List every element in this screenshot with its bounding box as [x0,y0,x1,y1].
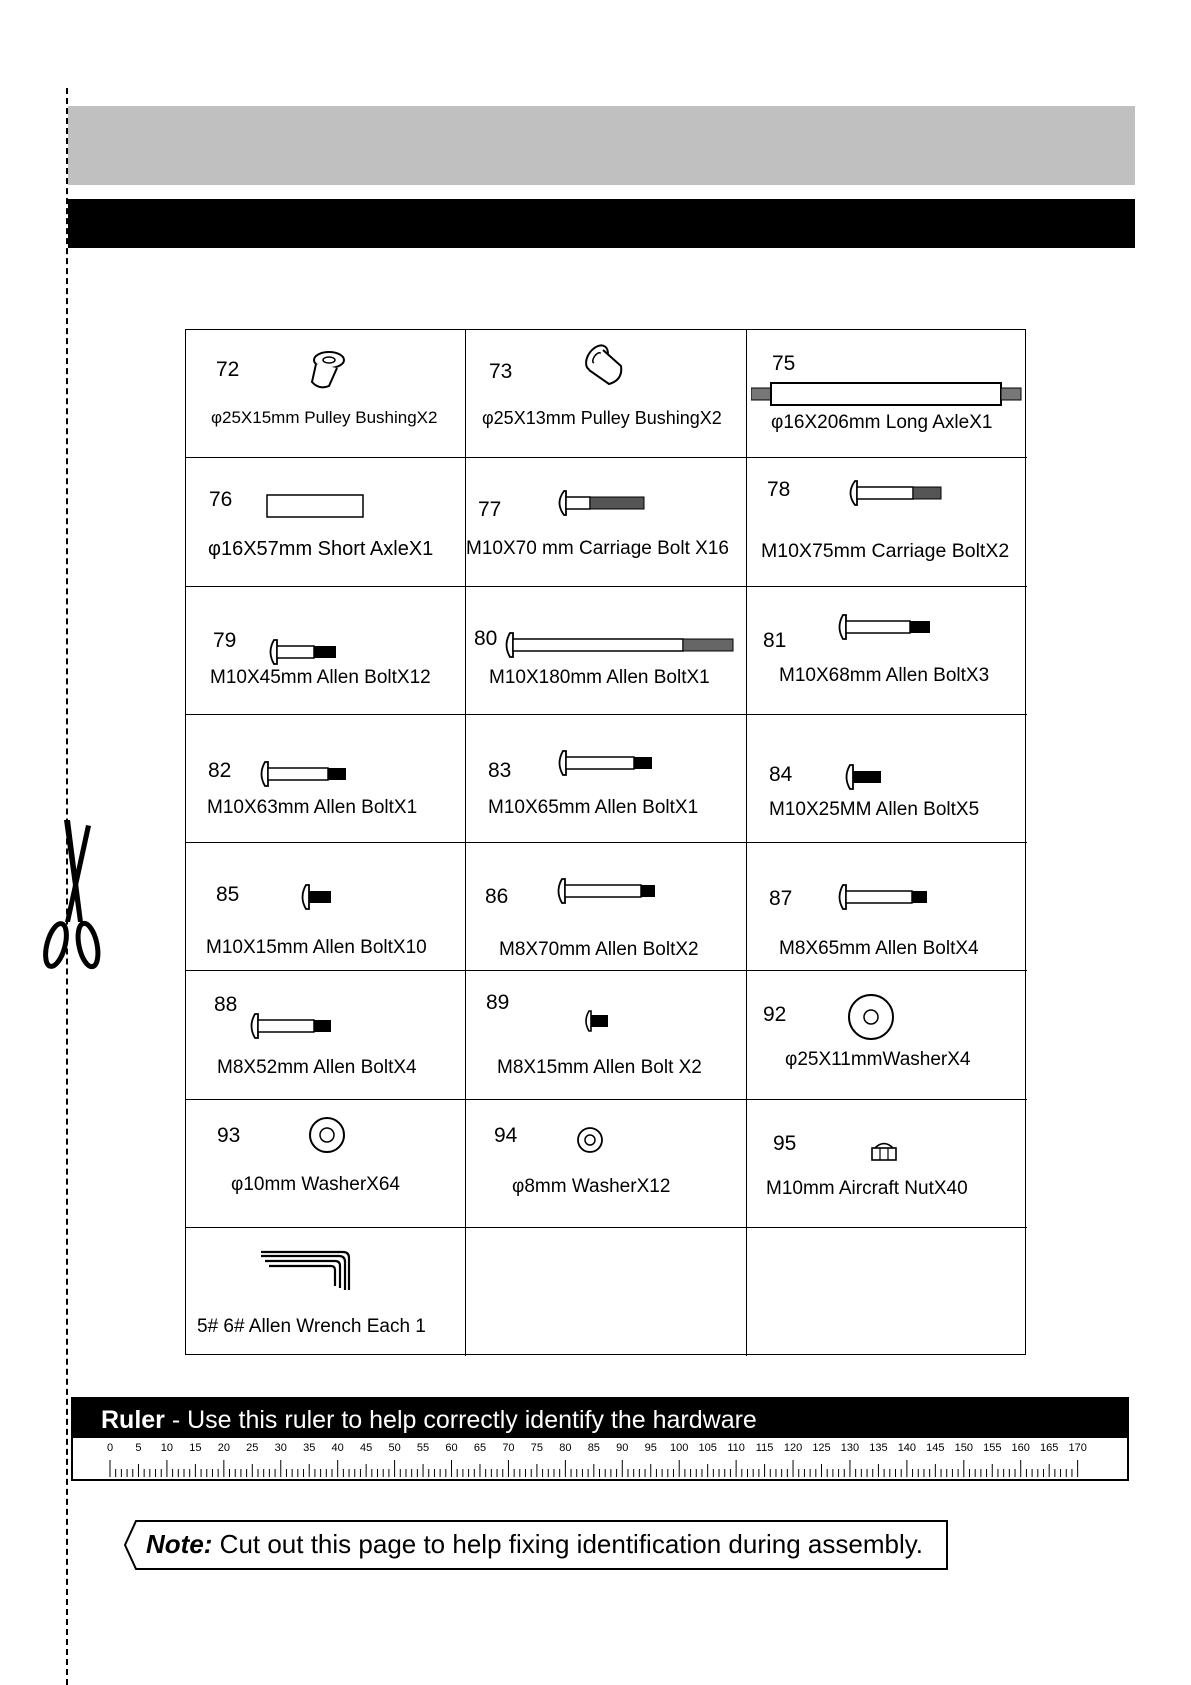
ruler-label: 165 [1040,1442,1059,1454]
part-cell [747,971,1027,1099]
part-cell [186,715,466,843]
ruler-label: 65 [473,1442,487,1454]
allen-bolt-icon [835,883,931,911]
part-description: M8X52mm Allen BoltX4 [217,1057,417,1079]
allen-bolt-icon [835,613,935,641]
nut-icon [869,1140,899,1162]
long-axle-icon [751,382,1023,406]
carriage-bolt-icon [554,488,650,518]
part-number: 75 [772,352,796,375]
hardware-grid [185,329,1026,1355]
part-cell [186,330,466,458]
empty-cell [747,1228,1027,1356]
part-description: φ16X57mm Short AxleX1 [208,538,434,561]
part-description: M10X65mm Allen BoltX1 [488,796,699,818]
ruler-label: 150 [954,1442,973,1454]
ruler-label: 60 [445,1442,458,1454]
part-description: φ25X15mm Pulley BushingX2 [211,408,438,427]
part-number: 80 [474,626,498,650]
part-cell [466,715,747,843]
note [124,1520,949,1570]
part-cell [186,458,466,586]
part-cell [747,587,1027,715]
bushing-icon [579,344,627,390]
washer-icon [308,1116,346,1154]
ruler-label: 15 [189,1442,202,1454]
part-description: M8X15mm Allen Bolt X2 [497,1057,702,1079]
part-number: 82 [208,758,232,782]
part-description: M10X25MM Allen BoltX5 [769,798,980,820]
ruler-label: 80 [559,1442,572,1454]
part-number: 86 [485,885,509,908]
part-cell [466,843,747,971]
ruler-label: 155 [983,1442,1002,1454]
part-cell [466,971,747,1099]
part-description: M10mm Aircraft NutX40 [766,1177,968,1199]
allen-bolt-icon [502,631,742,659]
part-number: 79 [213,628,237,652]
ruler-label: 35 [303,1442,316,1454]
ruler-label: 0 [106,1442,114,1454]
bushing-icon [301,348,351,392]
part-description: M8X65mm Allen BoltX4 [779,938,979,959]
ruler-label: 95 [644,1442,657,1454]
part-description: φ8mm WasherX12 [512,1175,671,1197]
ruler-label: 50 [388,1442,401,1454]
allen-bolt-icon [266,638,342,666]
part-number: 85 [216,883,240,906]
ruler-label: 75 [530,1442,544,1454]
ruler-label: 30 [274,1442,287,1454]
part-cell [466,330,747,458]
part-number: 77 [478,498,502,522]
ruler-label: 45 [360,1442,373,1454]
ruler-label: 55 [416,1442,430,1454]
part-cell [186,1228,466,1356]
ruler-label: 130 [840,1442,860,1454]
carriage-bolt-icon [845,478,945,508]
ruler-header [73,1399,1127,1438]
part-description: φ10mm WasherX64 [231,1173,400,1195]
ruler-label: 120 [783,1442,803,1454]
part-number: 92 [763,1003,787,1027]
part-number: 95 [773,1131,797,1155]
allen-bolt-icon [582,1009,614,1033]
part-description: M10X68mm Allen BoltX3 [779,664,990,686]
part-number: 88 [214,993,238,1017]
ruler-label: 40 [331,1442,344,1454]
part-number: 87 [769,887,793,910]
part-number: 93 [217,1123,241,1147]
part-number: 76 [209,488,233,512]
part-number: 78 [767,478,791,502]
part-number: 84 [769,762,793,786]
ruler-label: 5 [135,1442,142,1454]
allen-bolt-icon [842,763,886,791]
part-description: M10X63mm Allen BoltX1 [207,796,418,818]
part-cell [186,587,466,715]
part-description: φ16X206mm Long AxleX1 [771,412,993,433]
part-number: 89 [486,991,510,1015]
part-cell [747,458,1027,586]
ruler-label: 125 [812,1442,831,1454]
part-cell [747,330,1027,458]
part-cell [747,843,1027,971]
ruler-label: 90 [616,1442,629,1454]
empty-cell [466,1228,747,1356]
part-cell [186,971,466,1099]
part-number: 81 [763,628,787,652]
ruler-label: 140 [897,1442,917,1454]
part-cell [186,1100,466,1228]
allen-bolt-icon [247,1012,335,1040]
ruler [71,1397,1129,1481]
ruler-title: Ruler - Use this ruler to help correctly identify the hardware [101,1406,757,1434]
part-description: φ25X13mm Pulley BushingX2 [482,408,722,428]
part-description: 5# 6# Allen Wrench Each 1 [197,1315,426,1337]
part-number: 72 [216,358,240,381]
header-band [68,106,1135,185]
part-cell [747,1100,1027,1228]
part-cell [466,1100,747,1228]
ruler-label: 85 [587,1442,600,1454]
ruler-label: 135 [869,1442,888,1454]
scissors-icon [34,820,106,972]
part-number: 94 [494,1123,518,1147]
short-axle-icon [266,494,366,520]
washer-icon [576,1126,604,1154]
ruler-label: 70 [502,1442,515,1454]
part-cell [466,458,747,586]
part-description: M8X70mm Allen BoltX2 [499,939,699,960]
allen-bolt-icon [257,760,353,788]
ruler-label: 145 [926,1442,945,1454]
ruler-label: 20 [217,1442,230,1454]
ruler-label: 100 [670,1442,689,1454]
part-cell [747,715,1027,843]
ruler-label: 115 [755,1442,774,1454]
ruler-label: 10 [160,1442,174,1454]
note-text: Note: Cut out this page to help fixing identification during assembly. [146,1529,924,1559]
ruler-label: 105 [698,1442,717,1454]
ruler-label: 170 [1068,1442,1087,1454]
part-description: M10X15mm Allen BoltX10 [206,937,427,958]
part-description: φ25X11mmWasherX4 [785,1049,971,1071]
section-bar [68,199,1135,248]
part-description: M10X75mm Carriage BoltX2 [761,540,1010,563]
ruler-label: 110 [727,1442,745,1454]
part-cell [186,843,466,971]
ruler-scale [73,1438,1127,1479]
allen-bolt-icon [555,749,655,777]
part-description: M10X70 mm Carriage Bolt X16 [466,538,729,560]
ruler-label: 25 [246,1442,259,1454]
part-number: 73 [489,360,513,383]
part-description: M10X45mm Allen BoltX12 [210,666,431,688]
part-description: M10X180mm Allen BoltX1 [489,666,710,688]
part-number: 83 [488,758,512,782]
ruler-label: 160 [1011,1442,1030,1454]
allen-bolt-icon [554,877,658,905]
part-cell [466,587,747,715]
washer-icon [847,993,895,1041]
allen-bolt-icon [298,883,338,911]
allen-wrench-icon [259,1248,359,1292]
